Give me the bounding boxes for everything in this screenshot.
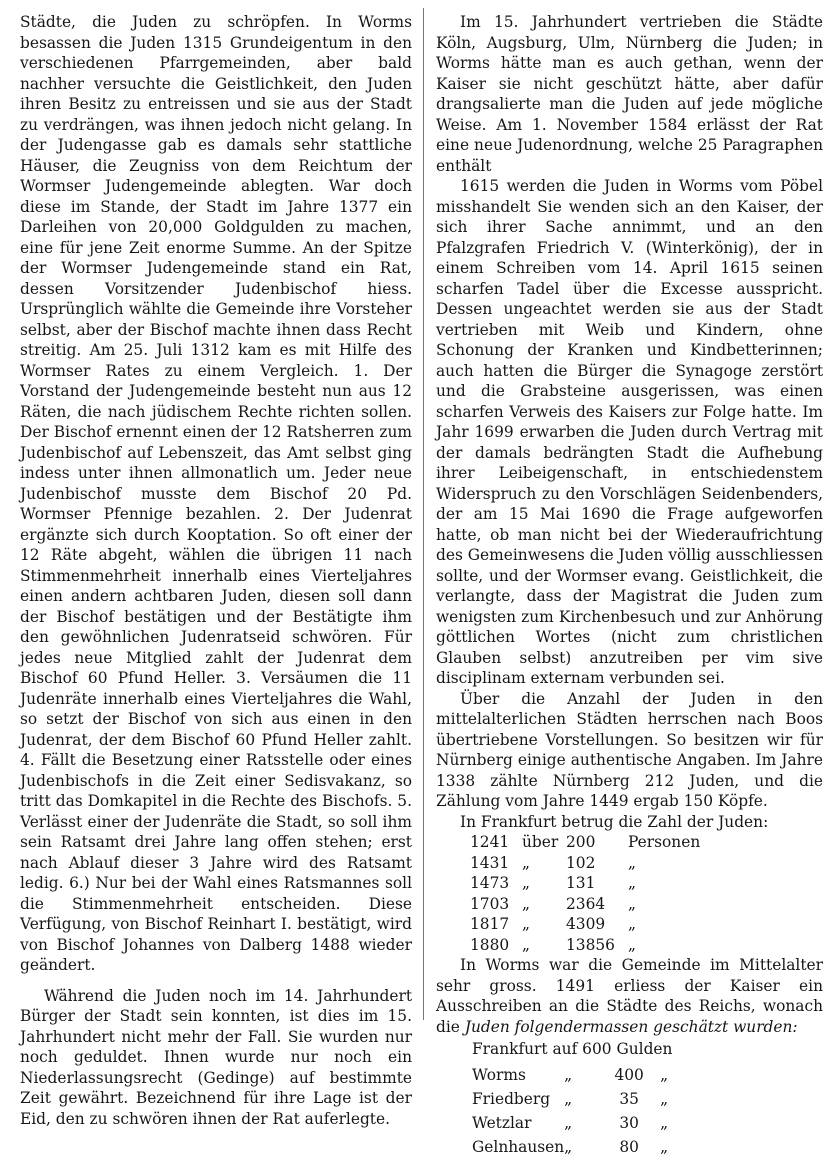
population-year: 1880 bbox=[470, 935, 510, 954]
population-prefix: über bbox=[522, 833, 559, 851]
population-year: 1817 bbox=[470, 915, 510, 933]
left-paragraph-2: Während die Juden noch im 14. Jahrhundert Bürger der Stadt sein konnten, ist dies im 15. Jahrhundert nicht mehr der Fall. Sie wurden nur noch geduldet. Ihnen wurde nur noch ein Niederlassungsrecht (Gedinge) auf bestimmte Zeit gewährt. Bezeichnend für ihre Lage ist der Eid, den zu schwören ihnen der Rat auferlegte. bbox=[20, 986, 412, 1128]
left-paragraph-1: Städte, die Juden zu schröpfen. In Worms besassen die Juden 1315 Grundeigentum in den verschiedenen Pfarrgemeinden, aber bald nachher versuchte die Geistlichkeit, den Juden ihren Besitz zu entreissen und sie aus der Stadt zu verdrängen, was ihnen jedoch nicht gelang. In der Judengasse gab es damals sehr stattliche Häuser, die Zeugniss von dem Reichtum der Wormser Judengemeinde ablegten. War doch diese im Stande, der Stadt im Jahre 1377 ein Darleihen von 20,000 Goldgulden zu machen, eine für jene Zeit enorme Summe. An der Spitze der Wormser Judengemeinde stand ein Rat, dessen Vorsitzender Judenbischof hiess. Ursprünglich wählte die Gemeinde ihre Vorsteher selbst, aber der Bischof machte ihnen dass Recht streitig. Am 25. Juli 1312 kam es mit Hilfe des Wormser Rates zu einem Vergleich. 1. Der Vorstand der Judengemeinde besteht nun aus 12 Räten, die nach jüdischem Rechte richten sollen. Der Bischof ernennt einen der 12 Ratsherren zum Judenbischof auf Lebenszeit, das Amt selbst ging indess unter ihnen allmonatlich um. Jeder neue Judenbischof musste dem Bischof 20 Pd. Wormser Pfennige bezahlen. 2. Der Judenrat ergänzte sich durch Kooptation. So oft einer der 12 Räte abgeht, wählen die übrigen 11 nach Stimmenmehrheit innerhalb eines Vierteljahres einen andern achtbaren Juden, diesen soll dann der Bischof bestätigen und der Bestätigte ihm den gewöhnlichen Judenratseid schwören. Für jedes neue Mitglied zahlt der Judenrat dem Bischof 60 Pfund Heller. 3. Versäumen die 11 Judenräte innerhalb eines Vierteljahres die Wahl, so setzt der Bischof von sich aus einen in den Judenrat, der dem Bischof 60 Pfund Heller zahlt. 4. Fällt die Besetzung einer Ratsstelle oder eines Judenbischofs in die Zeit einer Sedisvakanz, so tritt das Domkapitel in die Rechte des Bischofs. 5. Verlässt einer der Judenräte die Stadt, so soll ihm sein Ratsamt drei Jahre lang offen stehen; erst nach Ablauf dieser 3 Jahre wird des Ratsamt ledig. 6.) Nur bei der Wahl eines Ratsmannes soll die Stimmenmehrheit entscheiden. Diese Verfügung, von Bischof Reinhart I. bestätigt, wird von Bischof Johannes von Dalberg 1488 wieder geändert. bbox=[20, 13, 412, 974]
right-paragraph-1: Im 15. Jahrhundert vertrieben die Städte Köln, Augsburg, Ulm, Nürnberg die Juden; in Worms hätte man es auch gethan, wenn der Kaiser sie nicht geschützt hätte, aber dafür drangsalierte man die Juden auf jede mögliche Weise. Am 1. November 1584 erlässt der Rat eine neue Judenordnung, welche 25 Paragraphen enthält bbox=[436, 13, 823, 175]
population-row bbox=[470, 832, 718, 853]
italic-phrase: Juden folgendermassen geschätzt wurden: bbox=[464, 1017, 798, 1036]
population-prefix: „ bbox=[522, 935, 530, 954]
tax-unit: „ bbox=[660, 1065, 669, 1084]
population-unit: „ bbox=[628, 935, 636, 954]
tax-unit: „ bbox=[660, 1089, 669, 1108]
right-column bbox=[436, 12, 823, 1159]
tax-ditto: „ bbox=[564, 1137, 573, 1156]
right-paragraph-2: 1615 werden die Juden in Worms vom Pöbel misshandelt Sie wenden sich an den Kaiser, der sich ihrer Sache annimmt, und an den Pfalzgrafen Friedrich V. (Winterkönig), der in einem Schreiben vom 14. April 1615 seinen scharfen Tadel über die Excesse ausspricht. Dessen ungeachtet werden sie aus der Stadt vertrieben mit Weib und Kindern, ohne Schonung der Kranken und Kindbetterinnen; auch hatten die Bürger die Synagoge zerstört und die Grabsteine ausgerissen, was einen scharfen Verweis des Kaisers zur Folge hatte. Im Jahr 1699 erwarben die Juden durch Vertrag mit der damals bedrängten Stadt die Aufhebung ihrer Leibeigenschaft, in entschiedenstem Widerspruch zu den Vorschlägen Seidenbenders, der am 15 Mai 1690 die Frage aufgeworfen hatte, ob man nicht bei der Wiederaufrichtung des Gemeinwesens die Juden völlig ausschliessen sollte, und der Wormser evang. Geistlichkeit, die verlangte, dass der Magistrat die Juden zum wenigsten zum Kirchenbesuch und zur Anhörung göttlichen Wortes (nicht zum christlichen Glauben selbst) anzutreiben per vim sive disciplinam externam verbunden sei. bbox=[436, 177, 823, 687]
tax-ditto: „ bbox=[564, 1089, 573, 1108]
population-prefix: „ bbox=[522, 853, 530, 872]
tax-row bbox=[472, 1063, 700, 1087]
tax-city: Friedberg bbox=[472, 1089, 551, 1108]
population-unit: „ bbox=[628, 853, 636, 872]
tax-amount: 400 bbox=[614, 1065, 644, 1084]
population-prefix: „ bbox=[522, 915, 530, 933]
population-count: 2364 bbox=[566, 894, 606, 913]
population-unit: „ bbox=[628, 894, 636, 913]
tax-row bbox=[472, 1087, 700, 1111]
population-year: 1473 bbox=[470, 874, 510, 892]
population-row bbox=[470, 935, 718, 956]
tax-assessment-table bbox=[472, 1063, 700, 1159]
population-count: 102 bbox=[566, 853, 596, 872]
population-row bbox=[470, 873, 718, 894]
population-count: 200 bbox=[566, 833, 596, 851]
tax-amount: 80 bbox=[619, 1137, 639, 1156]
population-unit: „ bbox=[628, 915, 636, 933]
population-count: 4309 bbox=[566, 915, 606, 933]
tax-city: Gelnhausen bbox=[472, 1137, 565, 1156]
right-paragraph-4 bbox=[436, 955, 823, 1037]
population-prefix: „ bbox=[522, 894, 530, 913]
tax-amount: 30 bbox=[619, 1113, 639, 1132]
tax-lead: Frankfurt auf 600 Gulden bbox=[472, 1040, 673, 1058]
population-row bbox=[470, 894, 718, 915]
right-paragraph-3: Über die Anzahl der Juden in den mittelalterlichen Städten herrschen nach Boos übertriebene Vorstellungen. So besitzen wir für Nürnberg einige authentische Angaben. Im Jahre 1338 zählte Nürnberg 212 Juden, und die Zählung vom Jahre 1449 ergab 150 Köpfe. bbox=[436, 689, 823, 810]
tax-amount: 35 bbox=[619, 1089, 639, 1108]
left-column bbox=[20, 12, 412, 1129]
tax-row bbox=[472, 1111, 700, 1135]
tax-city: Worms bbox=[472, 1065, 526, 1084]
population-unit: „ bbox=[628, 874, 636, 892]
tax-row bbox=[472, 1135, 700, 1159]
tax-ditto: „ bbox=[564, 1113, 573, 1132]
tax-city: Wetzlar bbox=[472, 1113, 532, 1132]
population-row bbox=[470, 914, 718, 935]
column-divider bbox=[423, 8, 424, 1020]
population-unit: Personen bbox=[628, 833, 701, 851]
tax-ditto: „ bbox=[564, 1065, 573, 1084]
worms-tax-text: In Worms war die Gemeinde im Mittelalter sehr gross. 1491 erliess der Kaiser ein Ausschreiben an die Städte des Reichs, wonach die Juden folgendermassen geschätzt wurden: bbox=[436, 956, 823, 1036]
frankfurt-intro: In Frankfurt betrug die Zahl der Juden: bbox=[460, 812, 769, 831]
population-year: 1431 bbox=[470, 853, 510, 872]
population-year: 1241 bbox=[470, 833, 510, 851]
population-count: 131 bbox=[566, 874, 596, 892]
population-count: 13856 bbox=[566, 935, 615, 954]
population-year: 1703 bbox=[470, 894, 510, 913]
frankfurt-population-table bbox=[470, 832, 718, 955]
population-prefix: „ bbox=[522, 874, 530, 892]
population-row bbox=[470, 853, 718, 874]
tax-unit: „ bbox=[660, 1113, 669, 1132]
tax-unit: „ bbox=[660, 1137, 669, 1156]
